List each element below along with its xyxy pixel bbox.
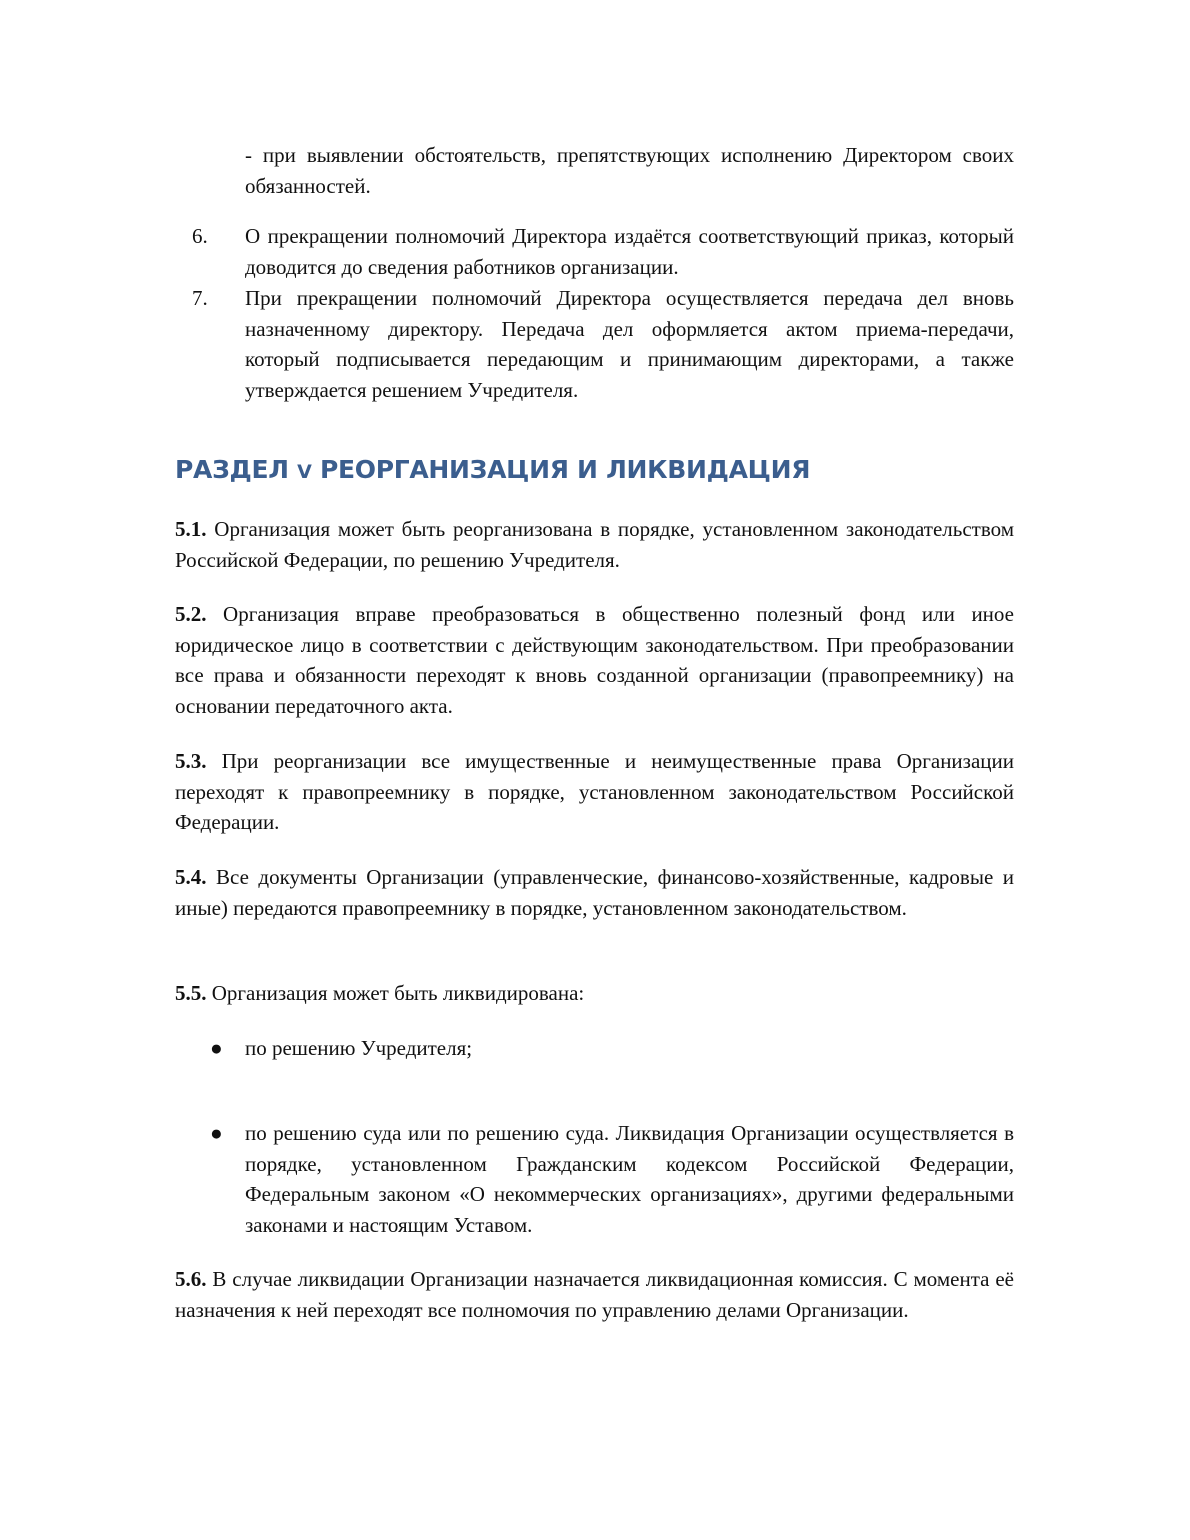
clause-text: При реорганизации все имущественные и неимущественные права Организации переходят к правопреемнику в порядке, установленном законодательством Российской Федерации. [175,749,1014,835]
bullet-item-founder: по решению Учредителя; [245,1036,473,1060]
clause-5-1 [175,514,1014,575]
clause-text: Организация вправе преобразоваться в общественно полезный фонд или иное юридическое лицо в соответствии с действующим законодательством. При преобразовании все права и обязанности переходят к вновь созданной организации (правопреемнику) на основании передаточного акта. [175,602,1014,718]
clause-5-3 [175,746,1014,838]
clause-number: 5.1. [175,517,207,541]
bullet-item-court: по решению суда или по решению суда. Ликвидация Организации осуществляется в порядке, установленном Гражданским кодексом Российской Федерации, Федеральным законом «О некоммерческих организациях», другими федеральными законами и настоящим Уставом. [245,1121,1014,1237]
clause-text: Организация может быть реорганизована в порядке, установленном законодательством Российской Федерации, по решению Учредителя. [175,517,1014,572]
clause-number: 5.4. [175,865,207,889]
continuation-paragraph: - при выявлении обстоятельств, препятствующих исполнению Директором своих обязанностей. [245,143,1014,198]
list-item-6-text: О прекращении полномочий Директора издаётся соответствующий приказ, который доводится до сведения работников организации. [245,224,1014,279]
section-heading-numeral: V [297,461,312,483]
clause-5-6 [175,1264,1014,1325]
clause-5-2 [175,599,1014,721]
section-heading [175,452,1014,490]
list-number-6: 6. [192,224,208,248]
clause-text: Организация может быть ликвидирована: [206,981,585,1005]
list-number-7: 7. [192,286,208,310]
bullet-icon: ● [210,1036,223,1060]
clause-5-5 [175,978,1014,1009]
list-item-7-text: При прекращении полномочий Директора осуществляется передача дел вновь назначенному директору. Передача дел оформляется актом приема-передачи, который подписывается передающим и принимающим директорами, а также утверждается решением Учредителя. [245,286,1014,402]
clause-text: Все документы Организации (управленческие, финансово-хозяйственные, кадровые и иные) передаются правопреемнику в порядке, установленном законодательством. [175,865,1014,920]
clause-number: 5.6. [175,1267,207,1291]
clause-5-4 [175,862,1014,923]
bullet-icon: ● [210,1121,223,1145]
clause-number: 5.2. [175,602,207,626]
clause-number: 5.5. [175,981,207,1005]
section-heading-prefix: РАЗДЕЛ [175,455,298,484]
clause-text: В случае ликвидации Организации назначается ликвидационная комиссия. С момента её назначения к ней переходят все полномочия по управлению делами Организации. [175,1267,1014,1322]
clause-number: 5.3. [175,749,207,773]
section-heading-rest: РЕОРГАНИЗАЦИЯ И ЛИКВИДАЦИЯ [311,455,811,484]
